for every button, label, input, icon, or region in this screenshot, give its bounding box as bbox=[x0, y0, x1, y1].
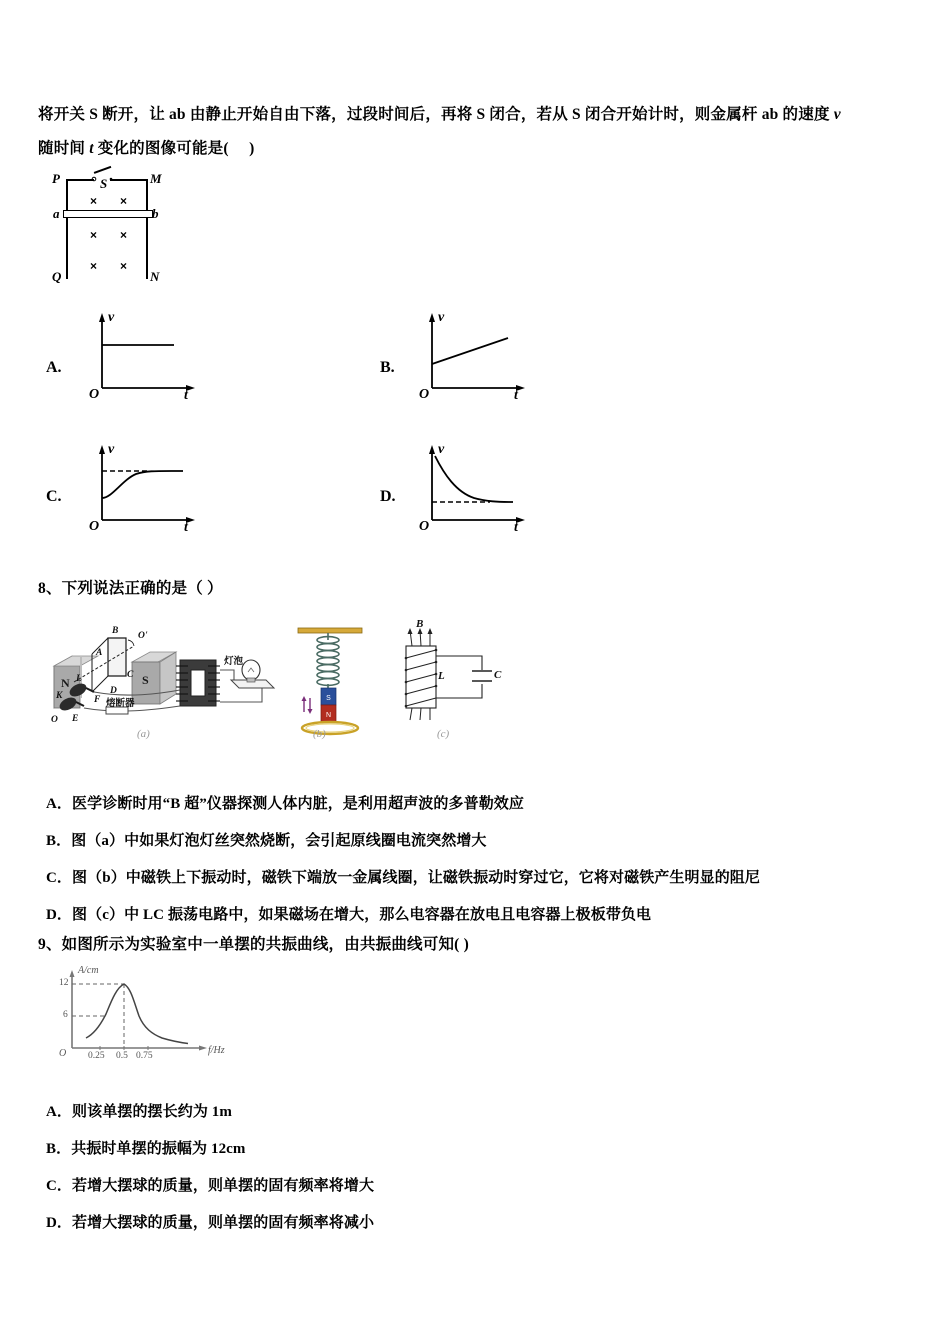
field-cross: × bbox=[90, 194, 98, 208]
inductor-L-label: L bbox=[438, 670, 445, 682]
question9-option-C bbox=[46, 1174, 374, 1195]
fuse-label: 熔断器 bbox=[106, 698, 135, 709]
chart-ytick-12: 12 bbox=[59, 978, 69, 988]
figure-c-svg bbox=[392, 618, 502, 736]
terminal-F-label: F bbox=[94, 695, 101, 705]
figure-c-lc-circuit bbox=[392, 618, 502, 736]
graph-C-ylabel: v bbox=[108, 442, 115, 457]
question9-option-A-letter: A． bbox=[46, 1104, 73, 1120]
figure-a-svg bbox=[48, 618, 278, 738]
question9-option-D-text: 若增大摆球的质量，则单摆的固有频率将减小 bbox=[72, 1215, 375, 1231]
option-A-graph bbox=[88, 308, 208, 403]
question8-option-D bbox=[46, 903, 651, 924]
coil-corner-D-label: D bbox=[110, 686, 117, 696]
question8-option-D-letter: D． bbox=[46, 907, 73, 923]
terminal-E-label: E bbox=[72, 714, 79, 724]
chart-ylabel: A/cm bbox=[78, 965, 99, 976]
question9-option-C-letter: C． bbox=[46, 1178, 73, 1194]
svg-text:N: N bbox=[325, 712, 332, 719]
svg-text:S: S bbox=[326, 695, 331, 702]
graph-C-svg bbox=[88, 440, 208, 535]
question9-stem: 9、如图所示为实验室中一单摆的共振曲线，由共振曲线可知( ) bbox=[38, 936, 469, 953]
graph-D-origin: O bbox=[419, 519, 430, 534]
question9-option-C-text: 若增大摆球的质量，则单摆的固有频率将增大 bbox=[72, 1178, 375, 1194]
question9-option-A bbox=[46, 1100, 232, 1121]
question7-stem-line1: 将开关 S 断开，让 ab 由静止开始自由下落，过段时间后，再将 S 闭合，若从 S 闭合开始计时，则金属杆 ab 的速度 v bbox=[38, 106, 841, 123]
chart-xtick-05: 0.5 bbox=[116, 1051, 128, 1061]
label-a: a bbox=[53, 206, 60, 221]
question8-option-C bbox=[46, 866, 760, 887]
field-cross: × bbox=[90, 259, 98, 273]
label-b: b bbox=[152, 206, 159, 221]
chart-ytick-6: 6 bbox=[63, 1010, 68, 1020]
coil-corner-A-label: A bbox=[96, 648, 103, 658]
graph-D-svg bbox=[418, 440, 538, 535]
lamp-label: 灯泡 bbox=[224, 656, 244, 667]
label-Q: Q bbox=[52, 269, 62, 284]
question8-option-B-letter: B． bbox=[46, 833, 72, 849]
option-B-letter: B. bbox=[380, 359, 395, 376]
capacitor-C-label: C bbox=[494, 669, 502, 681]
question7-stem-line2: 随时间 t 变化的图像可能是( ) bbox=[38, 140, 255, 157]
field-cross: × bbox=[120, 228, 128, 242]
terminal-L-label: L bbox=[76, 674, 82, 684]
label-N: N bbox=[150, 269, 160, 284]
question8-option-D-text: 图（c）中 LC 振荡电路中，如果磁场在增大，那么电容器在放电且电容器上极板带负电 bbox=[72, 907, 652, 923]
chart-xlabel: f/Hz bbox=[208, 1045, 225, 1056]
field-cross: × bbox=[120, 259, 128, 273]
graph-A-svg bbox=[88, 308, 208, 403]
question8-option-B bbox=[46, 829, 487, 850]
question8-option-C-text: 图（b）中磁铁上下振动时，磁铁下端放一金属线圈，让磁铁振动时穿过它，它将对磁铁产生明显的阻尼 bbox=[72, 870, 760, 886]
figure-b-svg bbox=[288, 618, 378, 736]
graph-B-origin: O bbox=[419, 387, 430, 402]
question8-stem: 8、下列说法正确的是（ ） bbox=[38, 580, 223, 597]
question9-option-B bbox=[46, 1137, 246, 1158]
chart-origin-label: O bbox=[59, 1048, 67, 1059]
switch-contact-dots bbox=[42, 168, 182, 296]
question8-option-C-letter: C． bbox=[46, 870, 73, 886]
question9-option-A-text: 则该单摆的摆长约为 1m bbox=[72, 1104, 232, 1120]
graph-A-origin: O bbox=[89, 387, 100, 402]
graph-D-xlabel: t bbox=[514, 520, 518, 535]
rail-circuit-diagram bbox=[42, 168, 182, 296]
axis-O-prime-label: O' bbox=[138, 631, 148, 641]
field-cross: × bbox=[90, 228, 98, 242]
question8-option-A bbox=[46, 792, 524, 813]
question9-option-B-letter: B． bbox=[46, 1141, 72, 1157]
figure-b-spring-magnet bbox=[288, 618, 378, 736]
option-B-graph bbox=[418, 308, 538, 403]
question9-option-D-letter: D． bbox=[46, 1215, 73, 1231]
option-C-graph bbox=[88, 440, 208, 535]
magnet-pole-S-label: S bbox=[142, 673, 149, 687]
field-cross: × bbox=[120, 194, 128, 208]
question9-option-B-text: 共振时单摆的振幅为 12cm bbox=[71, 1141, 246, 1157]
option-D-letter: D. bbox=[380, 488, 396, 505]
label-P: P bbox=[52, 171, 60, 186]
option-D-graph bbox=[418, 440, 538, 535]
option-A-letter: A. bbox=[46, 359, 62, 376]
label-M: M bbox=[150, 171, 162, 186]
magnet-pole-N-label: N bbox=[61, 676, 70, 690]
chart-xtick-075: 0.75 bbox=[136, 1051, 153, 1061]
figure-b-caption: (b) bbox=[313, 728, 326, 740]
graph-C-xlabel: t bbox=[184, 520, 188, 535]
graph-B-svg bbox=[418, 308, 538, 403]
question8-option-A-text: 医学诊断时用“B 超”仪器探测人体内脏，是利用超声波的多普勒效应 bbox=[72, 796, 525, 812]
figure-a-caption: (a) bbox=[137, 728, 150, 740]
terminal-K-label: K bbox=[56, 691, 63, 701]
graph-B-ylabel: v bbox=[438, 310, 445, 325]
question8-option-B-text: 图（a）中如果灯泡灯丝突然烧断，会引起原线圈电流突然增大 bbox=[71, 833, 487, 849]
chart-xtick-025: 0.25 bbox=[88, 1051, 105, 1061]
question8-option-A-letter: A． bbox=[46, 796, 73, 812]
option-C-letter: C. bbox=[46, 488, 62, 505]
axis-O-label: O bbox=[51, 715, 58, 725]
graph-A-ylabel: v bbox=[108, 310, 115, 325]
label-switch-S: S bbox=[100, 176, 108, 191]
coil-corner-B-label: B bbox=[112, 626, 119, 636]
figure-a-generator bbox=[48, 618, 278, 738]
graph-D-ylabel: v bbox=[438, 442, 445, 457]
resonance-curve-chart bbox=[48, 962, 248, 1072]
conducting-rod-ab bbox=[63, 210, 153, 218]
graph-A-xlabel: t bbox=[184, 388, 188, 403]
figure-c-caption: (c) bbox=[437, 728, 450, 740]
coil-corner-C-label: C bbox=[127, 670, 134, 680]
question9-option-D bbox=[46, 1211, 374, 1232]
graph-B-xlabel: t bbox=[514, 388, 518, 403]
graph-C-origin: O bbox=[89, 519, 100, 534]
magnetic-field-B-label: B bbox=[416, 618, 424, 630]
